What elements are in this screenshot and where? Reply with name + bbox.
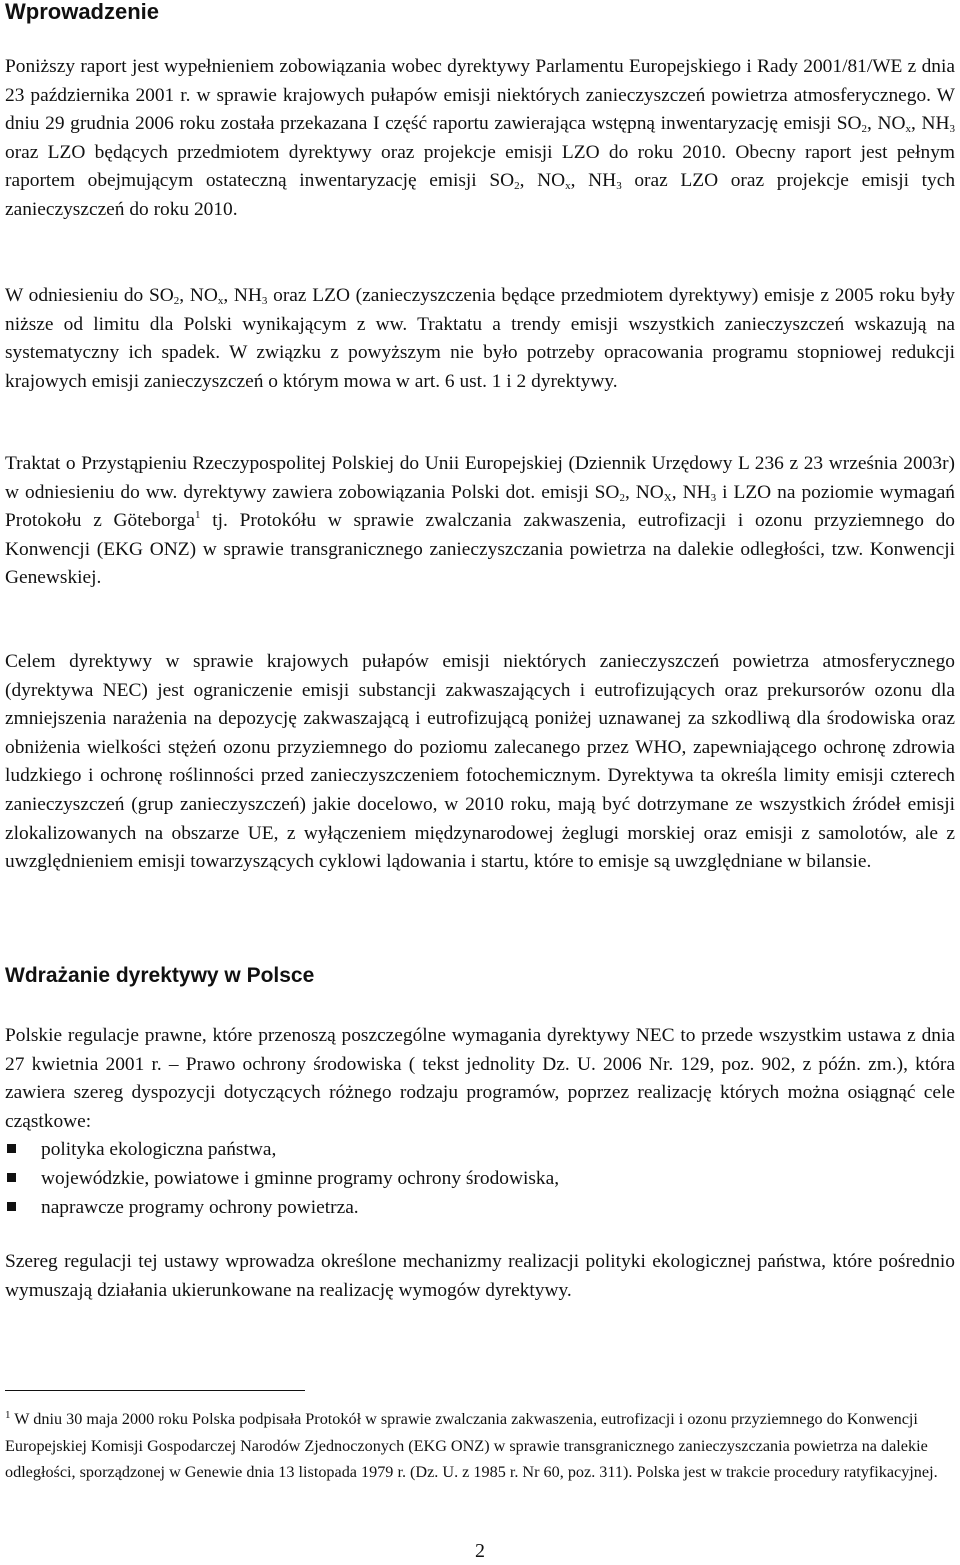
p1-sub-5: x [565, 180, 571, 193]
heading-implementation: Wdrażanie dyrektywy w Polsce [5, 964, 315, 987]
p1-sub-6: 3 [616, 180, 622, 193]
list-item-text: polityka ekologiczna państwa, [41, 1139, 277, 1160]
p2-sub-2: x [217, 295, 224, 307]
p2-text-d: oraz LZO (zanieczyszczenia będące przedmiotem dyrektywy) emisje z 2005 roku były niższe od limitu dla Polski wynikającym z ww. Traktatu a trendy emisji wszystkich zanieczyszczeń wskazują na systematyczny ich spadek. W związku z powyższym nie było potrzeby opracowania programu stopniowej redukcji krajowych emisji zanieczyszczeń o którym mowa w art. 6 ust. 1 i 2 dyrektywy. [5, 285, 956, 392]
footnote-marker: 1 [5, 1409, 11, 1421]
p2-sub-3: 3 [261, 295, 268, 307]
p3-text-a: Traktat o Przystąpieniu Rzeczypospolitej Polskiej do Unii Europejskiej (Dziennik Urzędowy L 236 z 23 września 2003r) w odniesieniu do ww. dyrektywy zawiera zobowiązania Polski dot. emisji SO [5, 453, 955, 503]
p3-text-e: tj. Protokółu w sprawie zwalczania zakwaszenia, eutrofizacji i ozonu przyziemnego do Konwencji (EKG ONZ) w sprawie transgranicznego zanieczyszczania powietrza na dalekie odległości, tzw. Konwencji Genewskiej. [5, 510, 955, 589]
p3-sub-3: 3 [710, 491, 717, 504]
p2-text-b: , NO [179, 285, 218, 306]
list-item-text: wojewódzkie, powiatowe i gminne programy ochrony środowiska, [41, 1168, 560, 1189]
p1-text-f: , NH [570, 170, 617, 192]
p2-sub-1: 2 [173, 295, 180, 307]
p2-text-a: W odniesieniu do SO [5, 285, 174, 306]
p1-text-e: , NO [519, 170, 566, 192]
p3-text-d: i LZO na poziomie wymagań Protokołu z Göteborga [5, 481, 956, 532]
paragraph-mechanisms: Szereg regulacji tej ustawy wprowadza określone mechanizmy realizacji polityki ekologicznej państwa, które pośrednio wymuszają działania ukierunkowane na realizację wymogów dyrektywy. [5, 1251, 955, 1301]
paragraph-regulations: Polskie regulacje prawne, które przenoszą poszczególne wymagania dyrektywy NEC to przede wszystkim ustawa z dnia 27 kwietnia 2001 r. – Prawo ochrony środowiska ( tekst jednolity Dz. U. 2006 Nr. 129, poz. 902, z późn. zm.), która zawiera szereg dyspozycji dotyczących różnego rodzaju programów, poprzez realizację których można osiągnąć cele cząstkowe: [5, 1025, 955, 1132]
p3-text-c: , NH [671, 481, 711, 503]
list-item [5, 1193, 955, 1222]
paragraph-intro [5, 53, 955, 225]
square-bullet-icon [7, 1202, 16, 1211]
list-item-text: naprawcze programy ochrony powietrza. [41, 1197, 359, 1218]
footnote [5, 1406, 955, 1486]
p3-sub-2: X [663, 491, 672, 504]
square-bullet-icon [7, 1144, 16, 1153]
square-bullet-icon [7, 1173, 16, 1182]
page-number: 2 [475, 1540, 485, 1562]
p1-text-b: , NO [866, 113, 906, 135]
p1-sub-4: 2 [514, 180, 520, 193]
p1-sub-2: x [905, 123, 911, 136]
p1-sub-1: 2 [861, 123, 867, 136]
p3-sub-1: 2 [619, 491, 625, 504]
paragraph-treaty [5, 450, 955, 593]
p1-text-d: oraz LZO będących przedmiotem dyrektywy oraz projekcje emisji LZO do roku 2010. Obecny raport jest pełnym raportem obejmującym ostateczną inwentaryzację emisji SO [5, 141, 955, 192]
list-item [5, 1164, 955, 1193]
footnote-text: W dniu 30 maja 2000 roku Polska podpisała Protokół w sprawie zwalczania zakwaszenia, eutrofizacji i ozonu przyziemnego do Konwencji Europejskiej Komisji Gospodarczej Narodów Zjednoczonych (EKG ONZ) w sprawie transgranicznego zanieczyszczania powietrza na dalekie odległości, sporządzonej w Genewie dnia 13 listopada 1979 r. (Dz. U. z 1985 r. Nr 60, poz. 311). Polska jest w trakcie procedury ratyfikacyjnej. [5, 1410, 938, 1481]
list-item [5, 1135, 955, 1164]
footnote-separator [5, 1390, 305, 1391]
p3-text-b: , NO [624, 481, 664, 503]
p1-text-a: Poniższy raport jest wypełnieniem zobowiązania wobec dyrektywy Parlamentu Europejskiego i Rady 2001/81/WE z dnia 23 października 2001 r. w sprawie krajowych pułapów emisji niektórych zanieczyszczeń powietrza atmosferycznego. W dniu 29 grudnia 2006 roku została przekazana I część raportu zawierająca wstępną inwentaryzację emisji SO [5, 56, 955, 135]
heading-introduction: Wprowadzenie [5, 0, 160, 24]
paragraph-emissions [5, 282, 955, 396]
programs-list [5, 1135, 955, 1222]
paragraph-directive-goal: Celem dyrektywy w sprawie krajowych pułapów emisji niektórych zanieczyszczeń powietrza atmosferycznego (dyrektywa NEC) jest ograniczenie emisji substancji zakwaszających i eutrofizujących oraz prekursorów ozonu dla zmniejszenia narażenia na depozycję zakwaszającą i eutrofizującą poniżej uznawanej za szkodliwą dla środowiska oraz obniżenia wielkości stężeń ozonu przyziemnego do poziomu zalecanego przez WHO, zapewniającego ochronę zdrowia ludzkiego i ochronę roślinności przed zanieczyszczeniem fotochemicznym. Dyrektywa ta określa limity emisji czterech zanieczyszczeń (grup zanieczyszczeń) jakie docelowo, w 2010 roku, mają być dotrzymane ze wszystkich źródeł emisji zlokalizowanych na obszarze UE, z wyłączeniem międzynarodowej żeglugi morskiej oraz emisji z samolotów, ale z uwzględnieniem emisji towarzyszących cyklowi lądowania i startu, które to emisje są uwzględniane w bilansie. [5, 651, 955, 873]
footnote-ref-1[interactable]: 1 [195, 509, 201, 522]
p1-sub-3: 3 [949, 123, 956, 136]
p1-text-c: , NH [911, 113, 950, 135]
p2-text-c: , NH [223, 285, 262, 306]
p1-text-g: oraz LZO oraz projekcje emisji tych zanieczyszczeń do roku 2010. [5, 170, 956, 220]
